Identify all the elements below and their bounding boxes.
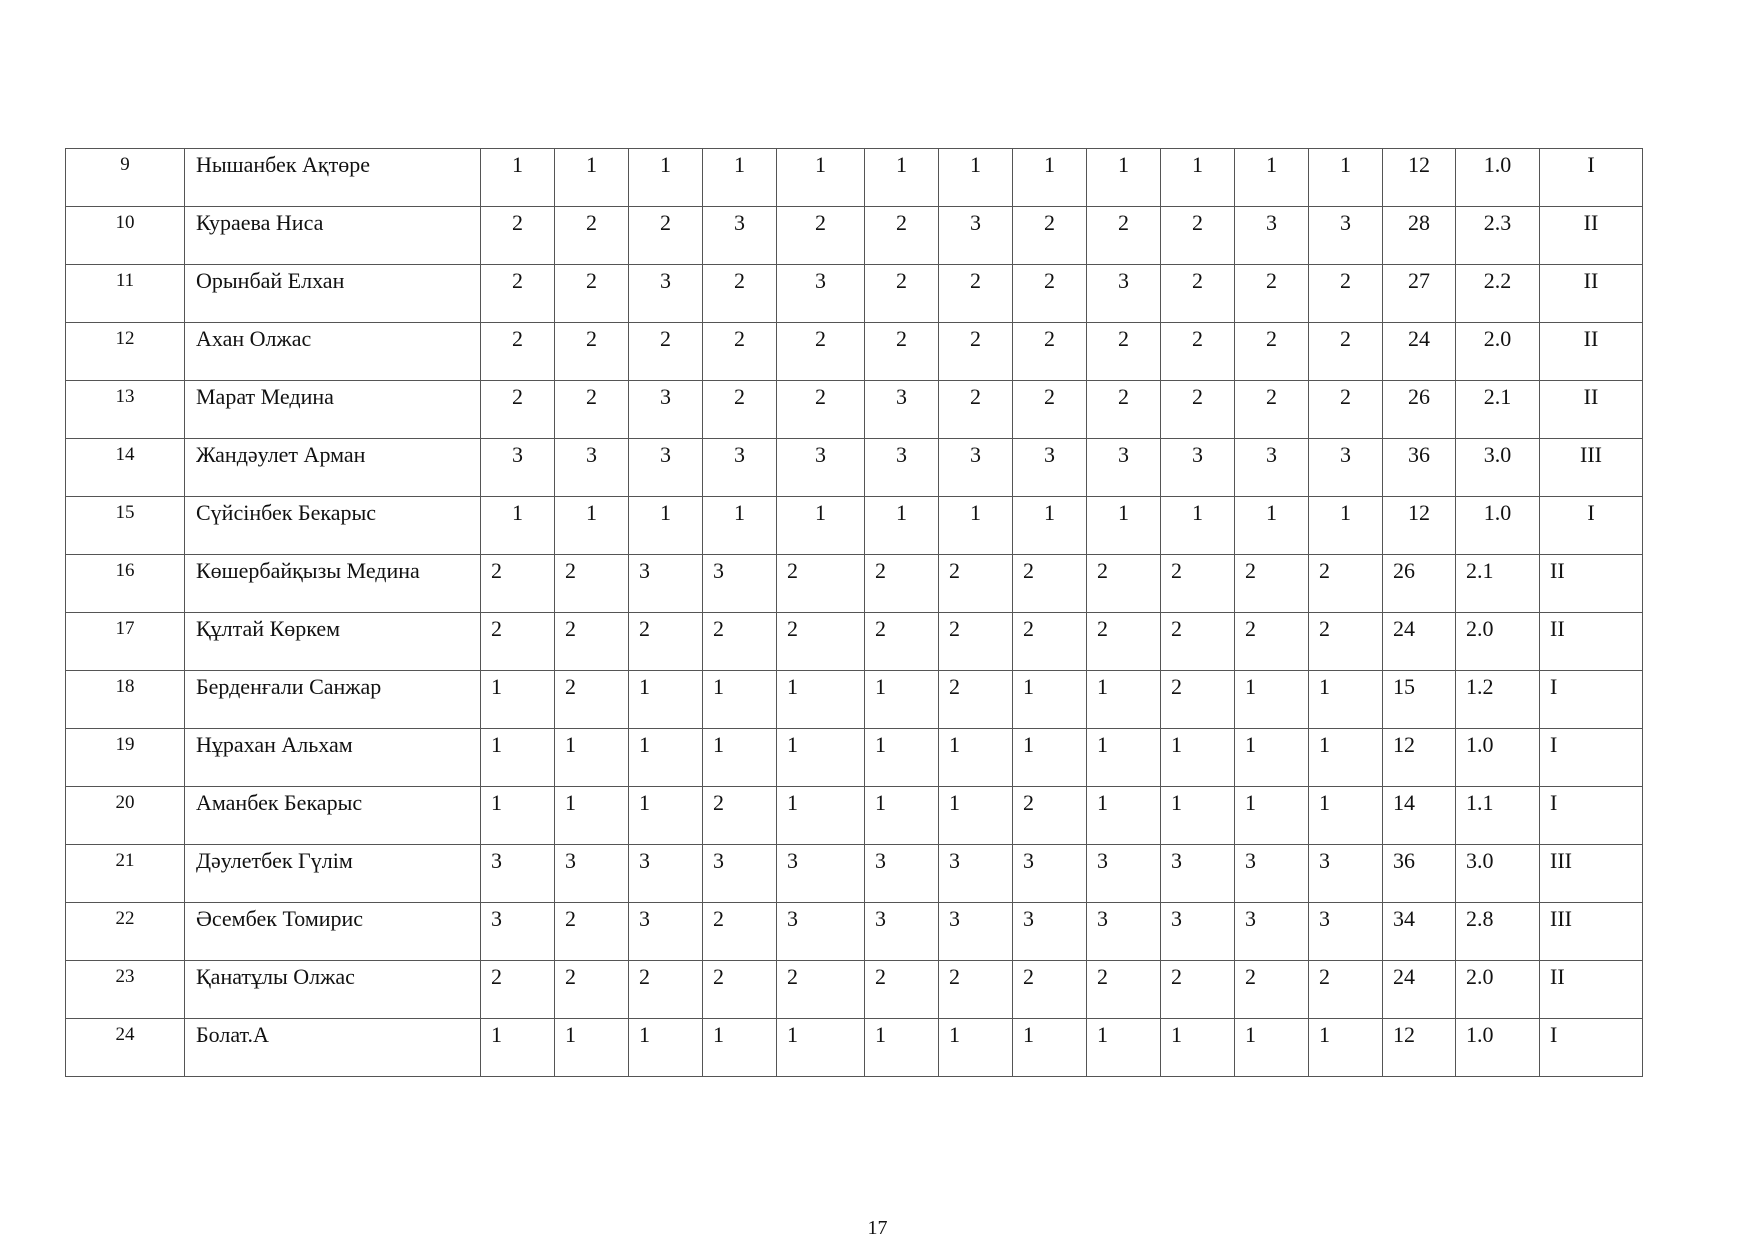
average-cell: 2.1 [1456,381,1540,439]
level-cell: II [1540,207,1643,265]
table-row [66,1019,1643,1077]
average-cell: 1.2 [1456,671,1540,729]
level-cell: I [1540,787,1643,845]
level-cell: I [1540,149,1643,207]
score-cell: 3 [703,207,777,265]
student-name-cell: Нұрахан Альхам [185,729,481,787]
score-cell: 2 [939,961,1013,1019]
level-cell: III [1540,903,1643,961]
table-row [66,903,1643,961]
score-cell: 2 [703,903,777,961]
score-cell: 1 [1235,1019,1309,1077]
total-cell: 12 [1383,149,1456,207]
score-cell: 2 [777,207,865,265]
score-cell: 1 [1309,729,1383,787]
score-cell: 2 [865,207,939,265]
score-cell: 2 [555,903,629,961]
total-cell: 12 [1383,729,1456,787]
score-cell: 3 [1309,439,1383,497]
level-cell: I [1540,729,1643,787]
level-cell: I [1540,671,1643,729]
student-name-cell: Қанатұлы Олжас [185,961,481,1019]
row-number-cell: 21 [66,845,185,903]
table-row [66,265,1643,323]
row-number-cell: 13 [66,381,185,439]
score-cell: 3 [1013,903,1087,961]
score-cell: 2 [1013,323,1087,381]
score-cell: 2 [703,787,777,845]
score-cell: 3 [1309,207,1383,265]
score-cell: 3 [703,555,777,613]
score-cell: 1 [629,729,703,787]
table-row [66,439,1643,497]
score-cell: 2 [1161,613,1235,671]
score-cell: 2 [481,555,555,613]
score-cell: 2 [629,207,703,265]
score-cell: 1 [777,787,865,845]
score-cell: 3 [555,439,629,497]
results-table [65,148,1643,1077]
score-cell: 1 [1235,497,1309,555]
score-cell: 2 [1235,613,1309,671]
score-cell: 2 [629,613,703,671]
score-cell: 1 [1309,671,1383,729]
score-cell: 2 [703,961,777,1019]
score-cell: 2 [1013,381,1087,439]
score-cell: 2 [555,323,629,381]
score-cell: 2 [939,381,1013,439]
score-cell: 2 [481,265,555,323]
score-cell: 2 [1161,265,1235,323]
student-name-cell: Дәулетбек Гүлім [185,845,481,903]
score-cell: 3 [481,845,555,903]
total-cell: 27 [1383,265,1456,323]
score-cell: 1 [555,1019,629,1077]
student-name-cell: Аманбек Бекарыс [185,787,481,845]
level-cell: II [1540,381,1643,439]
score-cell: 1 [939,497,1013,555]
table-row [66,961,1643,1019]
table-row [66,497,1643,555]
score-cell: 1 [481,787,555,845]
score-cell: 1 [481,1019,555,1077]
page-number: 17 [867,1217,888,1239]
row-number-cell: 18 [66,671,185,729]
score-cell: 1 [1013,1019,1087,1077]
score-cell: 2 [703,381,777,439]
score-cell: 1 [1087,729,1161,787]
average-cell: 2.2 [1456,265,1540,323]
score-cell: 1 [1161,1019,1235,1077]
score-cell: 1 [1235,787,1309,845]
score-cell: 1 [939,729,1013,787]
score-cell: 2 [1161,381,1235,439]
row-number-cell: 11 [66,265,185,323]
row-number-cell: 15 [66,497,185,555]
row-number-cell: 10 [66,207,185,265]
score-cell: 2 [777,381,865,439]
score-cell: 2 [1235,323,1309,381]
score-cell: 2 [939,555,1013,613]
score-cell: 1 [1087,1019,1161,1077]
score-cell: 1 [1235,671,1309,729]
score-cell: 2 [1013,961,1087,1019]
score-cell: 2 [1161,961,1235,1019]
score-cell: 3 [1087,845,1161,903]
total-cell: 24 [1383,961,1456,1019]
score-cell: 2 [555,961,629,1019]
average-cell: 2.8 [1456,903,1540,961]
score-cell: 2 [1235,961,1309,1019]
table-row [66,845,1643,903]
score-cell: 1 [1309,787,1383,845]
score-cell: 1 [777,729,865,787]
score-cell: 3 [939,207,1013,265]
level-cell: II [1540,323,1643,381]
score-cell: 2 [703,323,777,381]
total-cell: 36 [1383,845,1456,903]
score-cell: 1 [1013,149,1087,207]
score-cell: 2 [555,207,629,265]
score-cell: 3 [1087,439,1161,497]
score-cell: 2 [1013,265,1087,323]
score-cell: 3 [1161,845,1235,903]
level-cell: III [1540,439,1643,497]
average-cell: 3.0 [1456,439,1540,497]
row-number-cell: 22 [66,903,185,961]
score-cell: 3 [939,439,1013,497]
score-cell: 2 [481,207,555,265]
table-row [66,787,1643,845]
score-cell: 1 [865,729,939,787]
total-cell: 26 [1383,555,1456,613]
score-cell: 1 [703,671,777,729]
score-cell: 3 [777,439,865,497]
score-cell: 1 [481,671,555,729]
total-cell: 14 [1383,787,1456,845]
score-cell: 1 [555,149,629,207]
score-cell: 1 [629,1019,703,1077]
score-cell: 3 [865,439,939,497]
score-cell: 2 [1235,555,1309,613]
student-name-cell: Кураева Ниса [185,207,481,265]
total-cell: 24 [1383,323,1456,381]
row-number-cell: 20 [66,787,185,845]
score-cell: 1 [865,787,939,845]
score-cell: 3 [1161,903,1235,961]
score-cell: 2 [703,613,777,671]
row-number-cell: 14 [66,439,185,497]
score-cell: 2 [1235,265,1309,323]
score-cell: 1 [865,149,939,207]
level-cell: III [1540,845,1643,903]
student-name-cell: Құлтай Көркем [185,613,481,671]
level-cell: I [1540,1019,1643,1077]
score-cell: 2 [1087,207,1161,265]
score-cell: 2 [1309,323,1383,381]
row-number-cell: 12 [66,323,185,381]
score-cell: 3 [777,845,865,903]
score-cell: 1 [1087,149,1161,207]
row-number-cell: 16 [66,555,185,613]
score-cell: 1 [865,1019,939,1077]
table-row [66,613,1643,671]
score-cell: 2 [1013,207,1087,265]
table-row [66,671,1643,729]
score-cell: 3 [629,903,703,961]
score-cell: 2 [1309,555,1383,613]
score-cell: 3 [1087,903,1161,961]
student-name-cell: Орынбай Елхан [185,265,481,323]
score-cell: 1 [1013,497,1087,555]
table-row [66,207,1643,265]
average-cell: 1.0 [1456,1019,1540,1077]
score-cell: 3 [555,845,629,903]
score-cell: 2 [1087,555,1161,613]
table-row [66,381,1643,439]
score-cell: 3 [865,845,939,903]
score-cell: 1 [1161,497,1235,555]
score-cell: 2 [1309,265,1383,323]
student-name-cell: Сүйсінбек Бекарыс [185,497,481,555]
total-cell: 15 [1383,671,1456,729]
level-cell: II [1540,555,1643,613]
score-cell: 3 [1309,903,1383,961]
average-cell: 2.1 [1456,555,1540,613]
level-cell: II [1540,265,1643,323]
score-cell: 2 [1309,961,1383,1019]
score-cell: 1 [481,497,555,555]
average-cell: 1.0 [1456,729,1540,787]
score-cell: 1 [1161,149,1235,207]
score-cell: 1 [1161,787,1235,845]
average-cell: 1.0 [1456,149,1540,207]
score-cell: 1 [1013,729,1087,787]
score-cell: 1 [865,497,939,555]
score-cell: 3 [1161,439,1235,497]
score-cell: 3 [1309,845,1383,903]
score-cell: 3 [629,439,703,497]
score-cell: 2 [865,961,939,1019]
score-cell: 1 [703,729,777,787]
score-cell: 3 [1235,903,1309,961]
score-cell: 1 [777,497,865,555]
score-cell: 2 [1161,323,1235,381]
average-cell: 1.1 [1456,787,1540,845]
student-name-cell: Әсембек Томирис [185,903,481,961]
score-cell: 2 [481,323,555,381]
score-cell: 3 [629,555,703,613]
total-cell: 24 [1383,613,1456,671]
average-cell: 2.0 [1456,323,1540,381]
table-row [66,149,1643,207]
score-cell: 1 [1087,671,1161,729]
score-cell: 2 [865,323,939,381]
score-cell: 2 [1087,961,1161,1019]
score-cell: 3 [481,903,555,961]
row-number-cell: 19 [66,729,185,787]
score-cell: 1 [555,787,629,845]
score-cell: 2 [555,671,629,729]
row-number-cell: 23 [66,961,185,1019]
student-name-cell: Жандәулет Арман [185,439,481,497]
student-name-cell: Марат Медина [185,381,481,439]
average-cell: 2.3 [1456,207,1540,265]
score-cell: 3 [703,845,777,903]
score-cell: 2 [555,381,629,439]
score-cell: 2 [865,555,939,613]
score-cell: 3 [629,381,703,439]
score-cell: 2 [777,555,865,613]
score-cell: 2 [1161,671,1235,729]
score-cell: 1 [777,149,865,207]
score-cell: 1 [703,1019,777,1077]
score-cell: 3 [1013,439,1087,497]
student-name-cell: Нышанбек Ақтөре [185,149,481,207]
student-name-cell: Ахан Олжас [185,323,481,381]
score-cell: 2 [1087,613,1161,671]
average-cell: 2.0 [1456,961,1540,1019]
score-cell: 3 [777,903,865,961]
score-cell: 1 [777,671,865,729]
level-cell: I [1540,497,1643,555]
score-cell: 1 [1087,787,1161,845]
score-cell: 1 [777,1019,865,1077]
score-cell: 1 [481,729,555,787]
score-cell: 2 [1013,613,1087,671]
table-row [66,729,1643,787]
score-cell: 2 [1309,381,1383,439]
student-name-cell: Көшербайқызы Медина [185,555,481,613]
total-cell: 12 [1383,1019,1456,1077]
score-cell: 2 [629,323,703,381]
score-cell: 3 [629,265,703,323]
total-cell: 34 [1383,903,1456,961]
score-cell: 1 [629,497,703,555]
table-body [66,149,1643,1077]
score-cell: 1 [1235,149,1309,207]
score-cell: 2 [555,613,629,671]
score-cell: 2 [629,961,703,1019]
average-cell: 3.0 [1456,845,1540,903]
score-cell: 1 [555,729,629,787]
score-cell: 2 [1087,381,1161,439]
score-cell: 2 [1235,381,1309,439]
score-cell: 1 [1235,729,1309,787]
score-cell: 1 [939,149,1013,207]
score-cell: 2 [1013,555,1087,613]
row-number-cell: 24 [66,1019,185,1077]
score-cell: 3 [629,845,703,903]
score-cell: 1 [481,149,555,207]
score-cell: 2 [555,265,629,323]
score-cell: 2 [777,613,865,671]
score-cell: 2 [1309,613,1383,671]
score-cell: 2 [777,961,865,1019]
score-cell: 1 [1309,149,1383,207]
score-cell: 3 [777,265,865,323]
row-number-cell: 17 [66,613,185,671]
score-cell: 1 [703,149,777,207]
score-cell: 1 [939,1019,1013,1077]
score-cell: 3 [939,903,1013,961]
score-cell: 2 [555,555,629,613]
score-cell: 1 [1013,671,1087,729]
score-cell: 2 [481,961,555,1019]
score-cell: 3 [1235,845,1309,903]
score-cell: 1 [1087,497,1161,555]
level-cell: II [1540,961,1643,1019]
total-cell: 28 [1383,207,1456,265]
score-cell: 1 [1161,729,1235,787]
score-cell: 3 [1235,439,1309,497]
student-name-cell: Болат.А [185,1019,481,1077]
score-cell: 1 [939,787,1013,845]
score-cell: 2 [939,265,1013,323]
row-number-cell: 9 [66,149,185,207]
score-cell: 3 [1087,265,1161,323]
table-row [66,555,1643,613]
score-cell: 2 [703,265,777,323]
student-name-cell: Берденғали Санжар [185,671,481,729]
score-cell: 3 [865,903,939,961]
table-row [66,323,1643,381]
total-cell: 36 [1383,439,1456,497]
score-cell: 3 [703,439,777,497]
score-cell: 3 [481,439,555,497]
average-cell: 2.0 [1456,613,1540,671]
score-cell: 2 [1087,323,1161,381]
score-cell: 2 [1161,555,1235,613]
score-cell: 3 [1235,207,1309,265]
score-cell: 1 [629,149,703,207]
total-cell: 26 [1383,381,1456,439]
score-cell: 2 [1161,207,1235,265]
score-cell: 3 [1013,845,1087,903]
score-cell: 1 [865,671,939,729]
score-cell: 1 [1309,1019,1383,1077]
score-cell: 2 [939,613,1013,671]
score-cell: 3 [939,845,1013,903]
score-cell: 2 [777,323,865,381]
total-cell: 12 [1383,497,1456,555]
score-cell: 1 [555,497,629,555]
score-cell: 2 [865,613,939,671]
score-cell: 1 [629,671,703,729]
level-cell: II [1540,613,1643,671]
score-cell: 2 [481,613,555,671]
score-cell: 3 [865,381,939,439]
score-cell: 1 [1309,497,1383,555]
score-cell: 1 [703,497,777,555]
average-cell: 1.0 [1456,497,1540,555]
score-cell: 2 [1013,787,1087,845]
score-cell: 2 [865,265,939,323]
score-cell: 2 [939,323,1013,381]
score-cell: 2 [939,671,1013,729]
score-cell: 2 [481,381,555,439]
score-cell: 1 [629,787,703,845]
